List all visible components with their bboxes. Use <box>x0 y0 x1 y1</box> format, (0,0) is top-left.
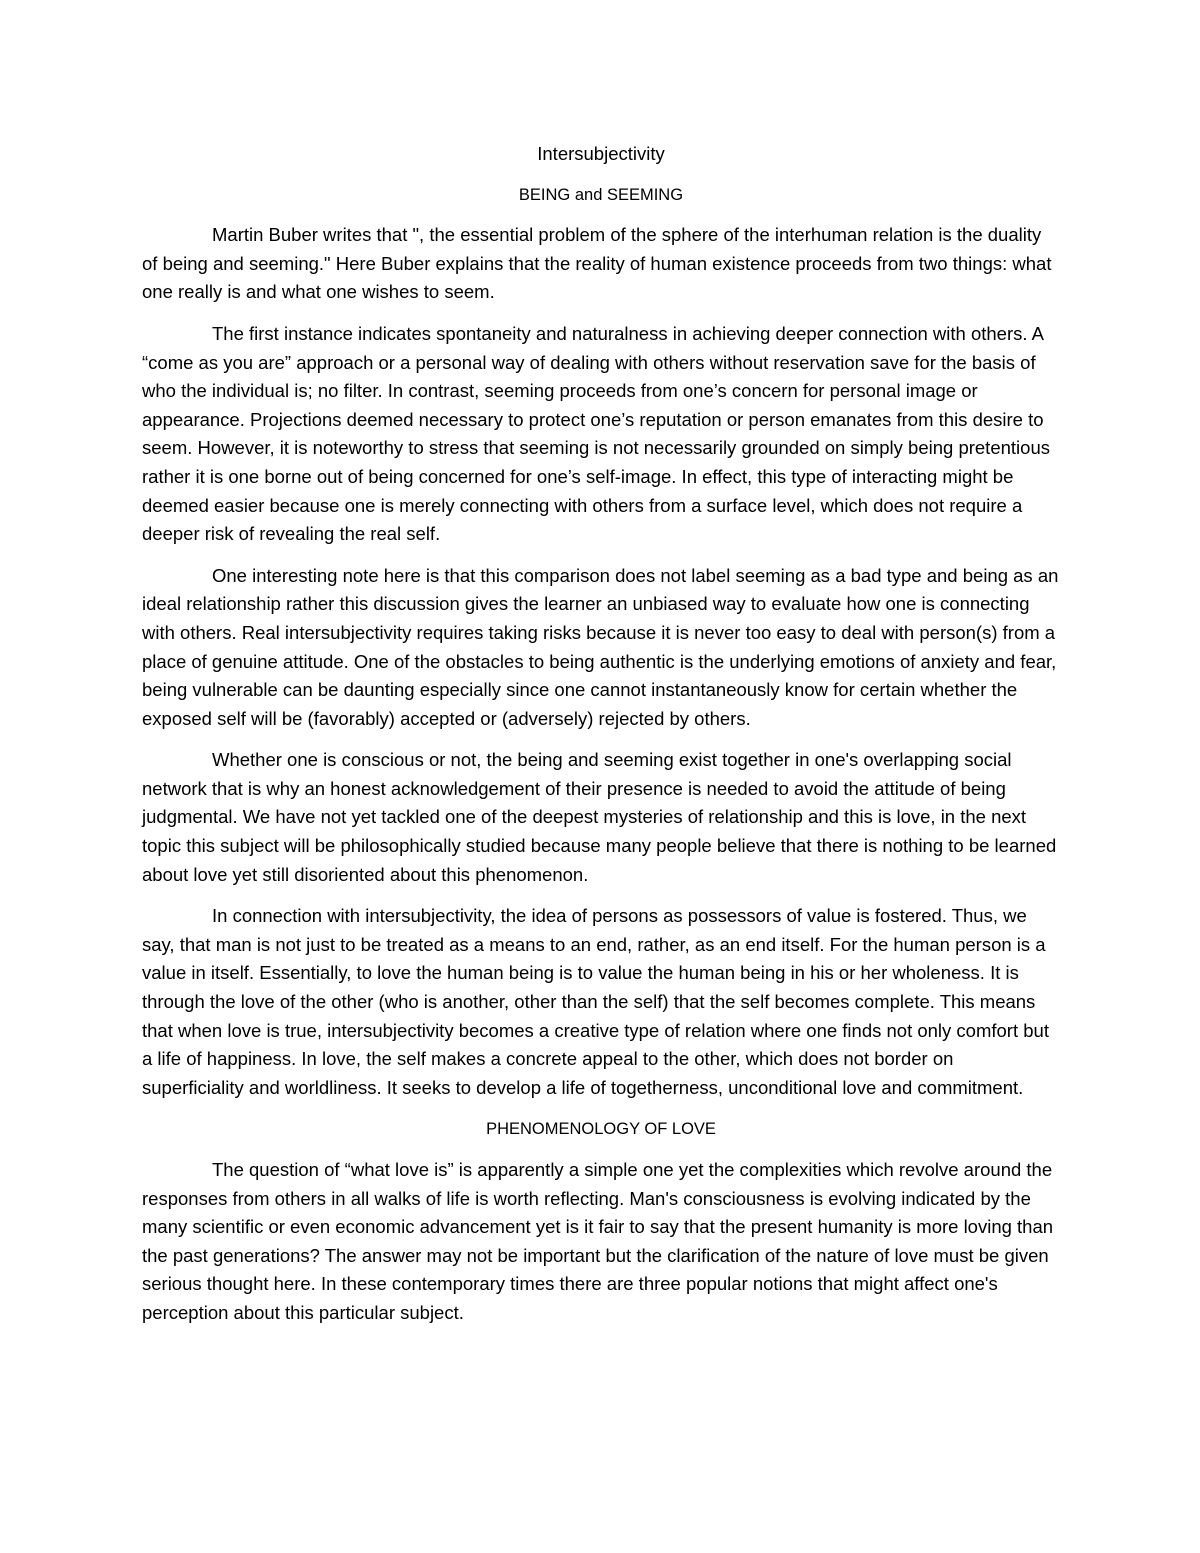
paragraph: In connection with intersubjectivity, the idea of persons as possessors of value is fostered. Thus, we say, that man is not just to be treated as a means to an end, rather, as an end itself. For the human person is a value in itself. Essentially, to love the human being is to value the human being in his or her wholeness. It is through the love of the other (who is another, other than the self) that the self becomes complete. This means that when love is true, intersubjectivity becomes a creative type of relation where one finds not only comfort but a life of happiness. In love, the self makes a concrete appeal to the other, which does not border on superficiality and worldliness. It seeks to develop a life of togetherness, unconditional love and commitment. <box>142 905 1049 1098</box>
paragraph: Whether one is conscious or not, the being and seeming exist together in one's overlapping social network that is why an honest acknowledgement of their presence is needed to avoid the attitude of being judgmental. We have not yet tackled one of the deepest mysteries of relationship and this is love, in the next topic this subject will be philosophically studied because many people believe that there is nothing to be learned about love yet still disoriented about this phenomenon. <box>142 749 1057 885</box>
section-heading-being-and-seeming: BEING and SEEMING <box>518 185 684 204</box>
document-title: Intersubjectivity <box>537 143 665 164</box>
paragraph: Martin Buber writes that ", the essential problem of the sphere of the interhuman relation is the duality of being and seeming." Here Buber explains that the reality of human existence proceeds from two things: what one really is and what one wishes to seem. <box>142 224 1052 303</box>
document-page <box>142 140 1060 1341</box>
paragraph: One interesting note here is that this comparison does not label seeming as a bad type and being as an ideal relationship rather this discussion gives the learner an unbiased way to evaluate how one is connecting with others. Real intersubjectivity requires taking risks because it is never too easy to deal with person(s) from a place of genuine attitude. One of the obstacles to being authentic is the underlying emotions of anxiety and fear, being vulnerable can be daunting especially since one cannot instantaneously know for certain whether the exposed self will be (favorably) accepted or (adversely) rejected by others. <box>142 564 1059 729</box>
paragraph: The question of “what love is” is apparently a simple one yet the complexities which revolve around the responses from others in all walks of life is worth reflecting. Man's consciousness is evolving indicated by the many scientific or even economic advancement yet is it fair to say that the present humanity is more loving than the past generations? The answer may not be important but the clarification of the nature of love must be given serious thought here. In these contemporary times there are three popular notions that might affect one's perception about this particular subject. <box>142 1159 1054 1323</box>
section-heading-phenomenology-of-love: PHENOMENOLOGY OF LOVE <box>486 1120 716 1139</box>
paragraph: The first instance indicates spontaneity and naturalness in achieving deeper connection with others. A “come as you are” approach or a personal way of dealing with others without reservation save for the basis of who the individual is; no filter. In contrast, seeming proceeds from one’s concern for personal image or appearance. Projections deemed necessary to protect one’s reputation or person emanates from this desire to seem. However, it is noteworthy to stress that seeming is not necessarily grounded on simply being pretentious rather it is one borne out of being concerned for one’s self-image. In effect, this type of interacting might be deemed easier because one is merely connecting with others from a surface level, which does not require a deeper risk of revealing the real self. <box>142 322 1050 545</box>
